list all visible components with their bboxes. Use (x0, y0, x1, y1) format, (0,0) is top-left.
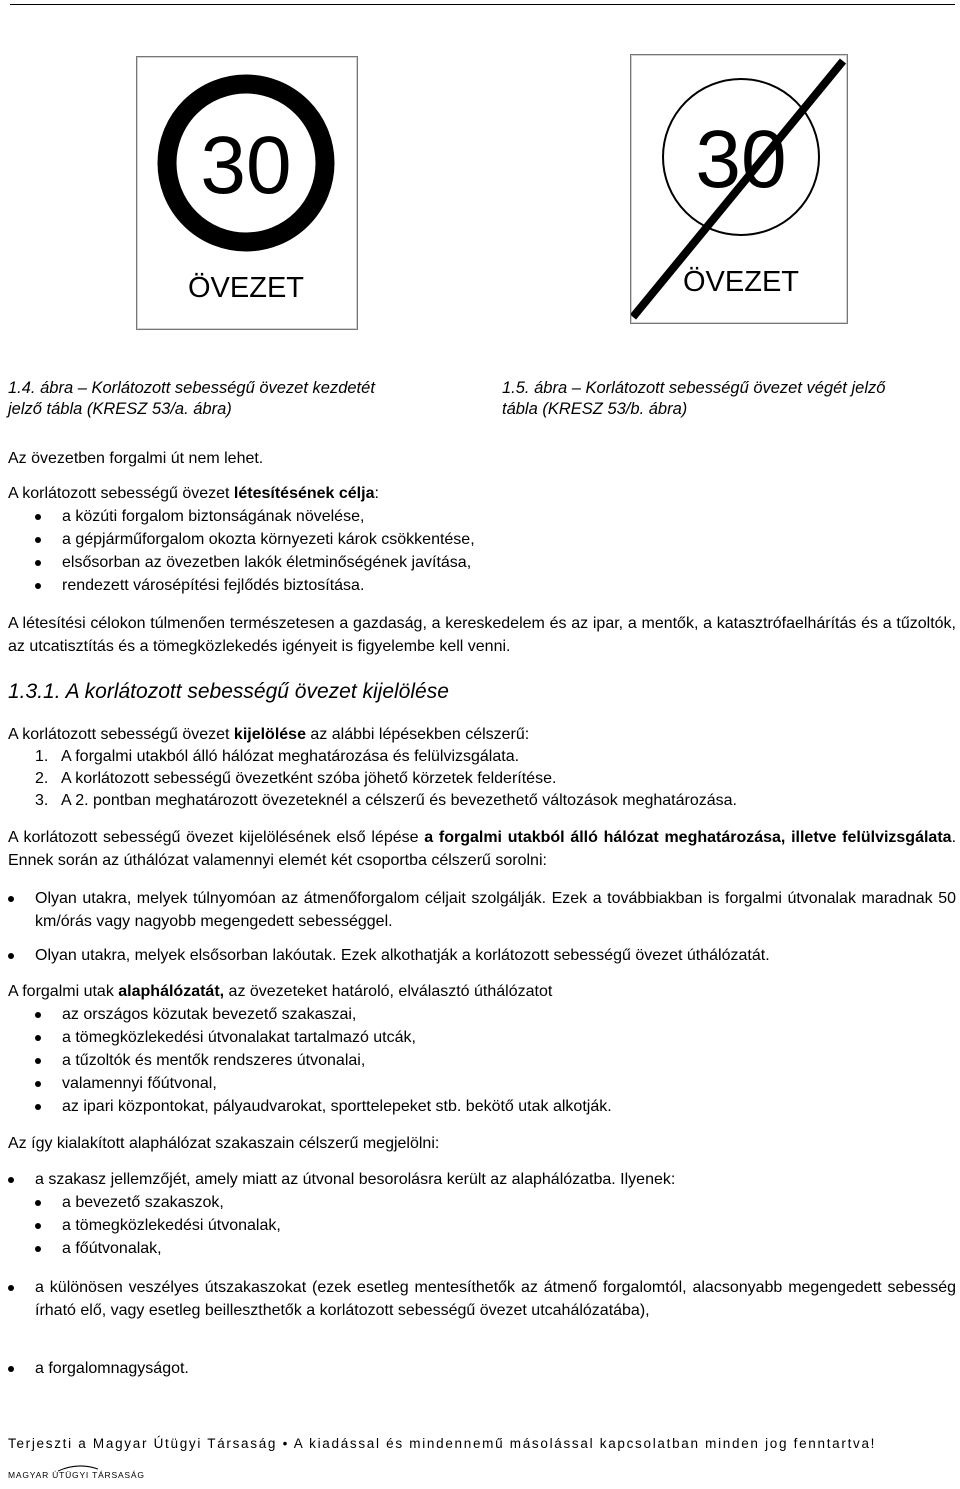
list-item: 3. A 2. pontban meghatározott övezeteknél a célszerű és bevezethető változások meghatározása. (35, 792, 737, 809)
publisher-logo: MAGYAR ÚTÜGYI TÁRSASÁG (8, 1470, 145, 1480)
speed-zone-end-sign (630, 54, 848, 324)
list-item: a közúti forgalom biztonságának növelése, (8, 505, 956, 528)
speed-zone-start-sign (136, 56, 358, 330)
paragraph: Az így kialakított alaphálózat szakaszain célszerű megjelölni: (8, 1135, 440, 1152)
list-item: Olyan utakra, melyek elsősorban lakóutak. Ezek alkothatják a korlátozott sebességű övezet úthálózatát. (8, 944, 956, 967)
paragraph-steps: A korlátozott sebességű övezet kijelölése az alábbi lépésekben célszerű: 1. A forgalmi utakból álló hálózat meghatározása és felülvizsgálata. 2. A korlátozott sebességű övezetként szóba jöhető körzetek felderítése. 3. A 2. pontban meghatározott övezeteknél a célszerű és bevezethető változások meghatározása. (8, 723, 956, 812)
network-list (8, 1003, 956, 1118)
list-item: a tömegközlekedési útvonalak, (8, 1214, 956, 1237)
list-item: a különösen veszélyes útszakaszokat (ezek esetleg mentesíthetők az átmenő forgalomtól, alacsonyabb megengedett sebesség írható elő, vagy esetleg beilleszthetők a korlátozott sebességű övezet utcahálózatába), (8, 1276, 956, 1322)
list-item: a tűzoltók és mentők rendszeres útvonalai, (8, 1049, 956, 1072)
mark-list (8, 1168, 956, 1260)
figure-caption-left: 1.4. ábra – Korlátozott sebességű övezet kezdetét jelző tábla (KRESZ 53/a. ábra) (8, 379, 375, 418)
logo-swoosh-icon (58, 1464, 98, 1472)
steps-list (8, 746, 956, 812)
sub-list (8, 1191, 956, 1260)
figure-caption-right: 1.5. ábra – Korlátozott sebességű övezet végét jelző tábla (KRESZ 53/b. ábra) (502, 379, 886, 418)
list-item: a bevezető szakaszok, (8, 1191, 956, 1214)
groups-list (8, 944, 956, 967)
list-item: 2. A korlátozott sebességű övezetként szóba jöhető körzetek felderítése. (35, 770, 557, 787)
list-item: a gépjárműforgalom okozta környezeti károk csökkentése, (8, 528, 956, 551)
list-item: 1. A forgalmi utakból álló hálózat meghatározása és felülvizsgálata. (35, 748, 520, 765)
list-item: az ipari központokat, pályaudvarokat, sporttelepeket stb. bekötő utak alkotják. (8, 1095, 956, 1118)
list-item: valamennyi főútvonal, (8, 1072, 956, 1095)
list-item: a szakasz jellemzőjét, amely miatt az útvonal besorolásra került az alaphálózatba. Ilyenek: (8, 1168, 956, 1191)
header-rule (10, 4, 955, 5)
list-item: elsősorban az övezetben lakók életminőségének javítása, (8, 551, 956, 574)
paragraph: A létesítési célokon túlmenően természetesen a gazdaság, a kereskedelem és az ipar, a mentők, a katasztrófaelhárítás és a tűzoltók, az utcatisztítás és a tömegközlekedés igényeit is figyelembe kell venni. (8, 615, 956, 655)
goals-list (8, 505, 956, 597)
paragraph: A korlátozott sebességű övezet kijelölésének első lépése a forgalmi utakból álló hálózat meghatározása, illetve felülvizsgálata. Ennek során az úthálózat valamennyi elemét két csoportba célszerű sorolni: (8, 829, 957, 869)
list-item: a főútvonalak, (8, 1237, 956, 1260)
section-heading: 1.3.1. A korlátozott sebességű övezet kijelölése (8, 680, 449, 703)
list-item: a forgalomnagyságot. (8, 1357, 956, 1380)
footer-copyright: Terjeszti a Magyar Útügyi Társaság • A kiadással és mindennemű másolással kapcsolatban minden jog fenntartva! (8, 1436, 877, 1451)
sign-zone-label: ÖVEZET (682, 266, 800, 298)
list-item: az országos közutak bevezető szakaszai, (8, 1003, 956, 1026)
sign-number: 30 (695, 114, 787, 205)
paragraph-network: A forgalmi utak alaphálózatát, az övezeteket határoló, elválasztó úthálózatot az országos közutak bevezető szakaszai, a tömegközlekedési útvonalakat tartalmazó utcák, a tűzoltók és mentők rendszeres útvonalai, valamennyi főútvonal, az ipari központokat, pályaudvarokat, sporttelepeket stb. bekötő utak alkotják. (8, 980, 956, 1118)
list-item: Olyan utakra, melyek túlnyomóan az átmenőforgalom céljait szolgálják. Ezek a továbbiakban is forgalmi útvonalak maradnak 50 km/órás vagy nagyobb megengedett sebességgel. (8, 887, 956, 933)
sign-zone-label: ÖVEZET (187, 272, 305, 304)
sign-number: 30 (200, 120, 292, 211)
list-item: a tömegközlekedési útvonalakat tartalmazó utcák, (8, 1026, 956, 1049)
paragraph-goals: A korlátozott sebességű övezet létesítésének célja: a közúti forgalom biztonságának növelése, a gépjárműforgalom okozta környezeti károk csökkentése, elsősorban az övezetben lakók életminőségének javítása, rendezett városépítési fejlődés biztosítása. (8, 482, 956, 597)
paragraph: Az övezetben forgalmi út nem lehet. (8, 450, 264, 467)
mark-list (8, 1357, 956, 1380)
list-item: rendezett városépítési fejlődés biztosítása. (8, 574, 956, 597)
groups-list (8, 887, 956, 933)
mark-list (8, 1276, 956, 1322)
